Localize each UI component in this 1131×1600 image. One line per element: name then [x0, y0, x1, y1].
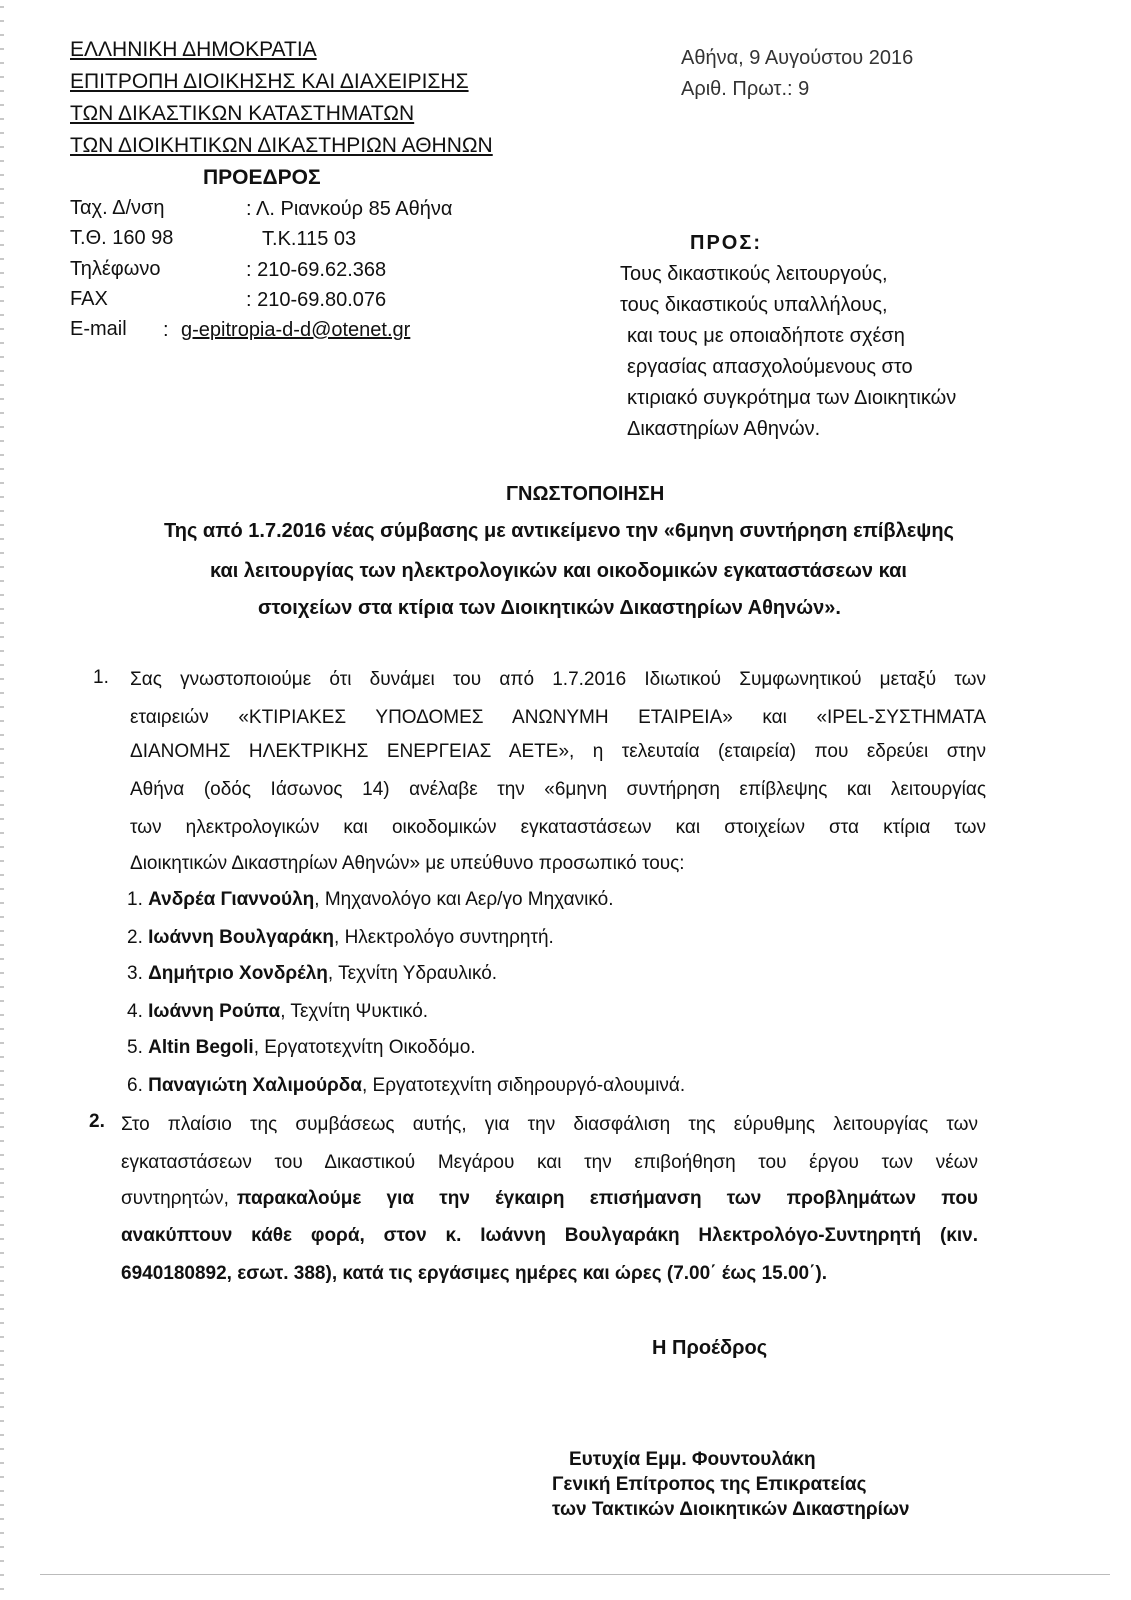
staff-role: , Εργατοτεχνίτη Οικοδόμο.: [253, 1037, 476, 1058]
staff-item: [127, 927, 554, 949]
fax-label: FAX: [70, 288, 108, 310]
phone-label: Τηλέφωνο: [70, 258, 161, 280]
recipient-line-3: και τους με οποιαδήποτε σχέση: [627, 325, 905, 347]
address-label: Ταχ. Δ/νση: [70, 197, 165, 219]
address-value: : Λ. Ριανκούρ 85 Αθήνα: [246, 198, 453, 220]
item-1-line-3: ΔΙΑΝΟΜΗΣ ΗΛΕΚΤΡΙΚΗΣ ΕΝΕΡΓΕΙΑΣ ΑΕΤΕ», η τελευταία (εταιρεία) που εδρεύει στην: [130, 741, 986, 762]
staff-name: Ανδρέα Γιαννούλη: [148, 889, 315, 910]
staff-item: [127, 963, 497, 985]
notice-title: ΓΝΩΣΤΟΠΟΙΗΣΗ: [506, 483, 665, 505]
notice-subtitle-line-2: και λειτουργίας των ηλεκτρολογικών και οικοδομικών εγκαταστάσεων και: [210, 560, 907, 582]
postal-code: Τ.Κ.115 03: [262, 228, 357, 250]
item-2-line-2: εγκαταστάσεων του Δικαστικού Μεγάρου και την επιβοήθηση του έργου των νέων: [121, 1152, 978, 1173]
email-link[interactable]: g-epitropia-d-d@otenet.gr: [181, 319, 411, 341]
recipient-line-1: Τους δικαστικούς λειτουργούς,: [620, 263, 888, 285]
scan-bottom-rule: [40, 1574, 1110, 1575]
staff-role: , Εργατοτεχνίτη σιδηρουργό-αλουμινά.: [361, 1075, 686, 1096]
org-line-2: ΕΠΙΤΡΟΠΗ ΔΙΟΙΚΗΣΗΣ ΚΑΙ ΔΙΑΧΕΙΡΙΣΗΣ: [70, 70, 469, 93]
org-line-4: ΤΩΝ ΔΙΟΙΚΗΤΙΚΩΝ ΔΙΚΑΣΤΗΡΙΩΝ ΑΘΗΝΩΝ: [70, 134, 493, 157]
staff-number: 2.: [127, 927, 143, 948]
signatory-name: Ευτυχία Εμμ. Φουντουλάκη: [569, 1449, 816, 1470]
email-colon: :: [163, 319, 169, 341]
item-2-line-3-bold: παρακαλούμε για την έγκαιρη επισήμανση των προβλημάτων που: [236, 1188, 978, 1209]
recipient-line-5: κτιριακό συγκρότημα των Διοικητικών: [627, 387, 957, 409]
item-1-line-6: Διοικητικών Δικαστηρίων Αθηνών» με υπεύθυνο προσωπικό τους:: [130, 853, 685, 874]
staff-number: 4.: [127, 1001, 143, 1022]
notice-subtitle-line-3: στοιχείων στα κτίρια των Διοικητικών Δικαστηρίων Αθηνών».: [258, 597, 841, 619]
item-2-line-3: [121, 1188, 978, 1210]
staff-item: [127, 889, 613, 911]
staff-role: , Τεχνίτη Ψυκτικό.: [280, 1001, 429, 1022]
staff-name: Ιωάννη Ρούπα: [148, 1001, 281, 1022]
fax-value: : 210-69.80.076: [246, 289, 387, 311]
staff-number: 6.: [127, 1075, 143, 1096]
staff-number: 1.: [127, 889, 143, 910]
signatory-role: Η Προέδρος: [652, 1337, 768, 1359]
phone-value: : 210-69.62.368: [246, 259, 387, 281]
item-1-line-5: των ηλεκτρολογικών και οικοδομικών εγκαταστάσεων και στοιχείων στα κτίρια των: [130, 817, 986, 838]
staff-role: , Τεχνίτη Υδραυλικό.: [327, 963, 498, 984]
signatory-title-line-1: Γενική Επίτροπος της Επικρατείας: [552, 1474, 867, 1495]
item-1-line-2: εταιρειών «ΚΤΙΡΙΑΚΕΣ ΥΠΟΔΟΜΕΣ ΑΝΩΝΥΜΗ ΕΤΑΙΡΕΙΑ» και «IPEL-ΣΥΣΤΗΜΑΤΑ: [130, 707, 986, 728]
item-2-line-5: 6940180892, εσωτ. 388), κατά τις εργάσιμες ημέρες και ώρες (7.00΄ έως 15.00΄).: [121, 1263, 828, 1284]
recipient-line-2: τους δικαστικούς υπαλλήλους,: [620, 294, 888, 316]
item-2-line-4: ανακύπτουν κάθε φορά, στον κ. Ιωάννη Βουλγαράκη Ηλεκτρολόγο-Συντηρητή (κιν.: [121, 1225, 978, 1246]
staff-name: Δημήτριο Χονδρέλη: [148, 963, 328, 984]
item-1-line-1: Σας γνωστοποιούμε ότι δυνάμει του από 1.7.2016 Ιδιωτικού Συμφωνητικού μεταξύ των: [130, 669, 986, 690]
po-box-label: Τ.Θ. 160 98: [70, 227, 174, 249]
item-1-number: 1.: [93, 667, 109, 688]
recipient-line-6: Δικαστηρίων Αθηνών.: [627, 418, 821, 440]
recipient-heading: ΠΡΟΣ:: [690, 232, 763, 254]
item-2-number: 2.: [89, 1111, 105, 1132]
staff-role: , Μηχανολόγο και Αερ/γο Μηχανικό.: [314, 889, 614, 910]
staff-item: [127, 1075, 685, 1097]
protocol-number: Αριθ. Πρωτ.: 9: [681, 78, 810, 100]
notice-subtitle-line-1: Της από 1.7.2016 νέας σύμβασης με αντικείμενο την «6μηνη συντήρηση επίβλεψης: [164, 520, 954, 542]
org-line-3: ΤΩΝ ΔΙΚΑΣΤΙΚΩΝ ΚΑΤΑΣΤΗΜΑΤΩΝ: [70, 102, 415, 125]
email-label: E-mail: [70, 318, 127, 340]
staff-name: Ιωάννη Βουλγαράκη: [148, 927, 335, 948]
staff-name: Παναγιώτη Χαλιμούρδα: [148, 1075, 362, 1096]
org-line-1: ΕΛΛΗΝΙΚΗ ΔΗΜΟΚΡΑΤΙΑ: [70, 38, 317, 61]
document-date: Αθήνα, 9 Αυγούστου 2016: [681, 47, 914, 69]
item-1-line-4: Αθήνα (οδός Ιάσωνος 14) ανέλαβε την «6μηνη συντήρηση επίβλεψης και λειτουργίας: [130, 779, 986, 800]
office-title: ΠΡΟΕΔΡΟΣ: [203, 166, 321, 189]
item-2-line-1: Στο πλαίσιο της συμβάσεως αυτής, για την διασφάλιση της εύρυθμης λειτουργίας των: [121, 1114, 978, 1135]
scan-left-edge: [0, 0, 4, 1600]
staff-role: , Ηλεκτρολόγο συντηρητή.: [334, 927, 554, 948]
staff-item: [127, 1037, 476, 1059]
item-2-line-3-normal: συντηρητών,: [121, 1188, 229, 1209]
recipient-line-4: εργασίας απασχολούμενους στο: [627, 356, 913, 378]
staff-number: 5.: [127, 1037, 143, 1058]
staff-item: [127, 1001, 428, 1023]
staff-number: 3.: [127, 963, 143, 984]
signatory-title-line-2: των Τακτικών Διοικητικών Δικαστηρίων: [552, 1499, 910, 1520]
staff-name: Altin Begoli: [148, 1037, 254, 1058]
